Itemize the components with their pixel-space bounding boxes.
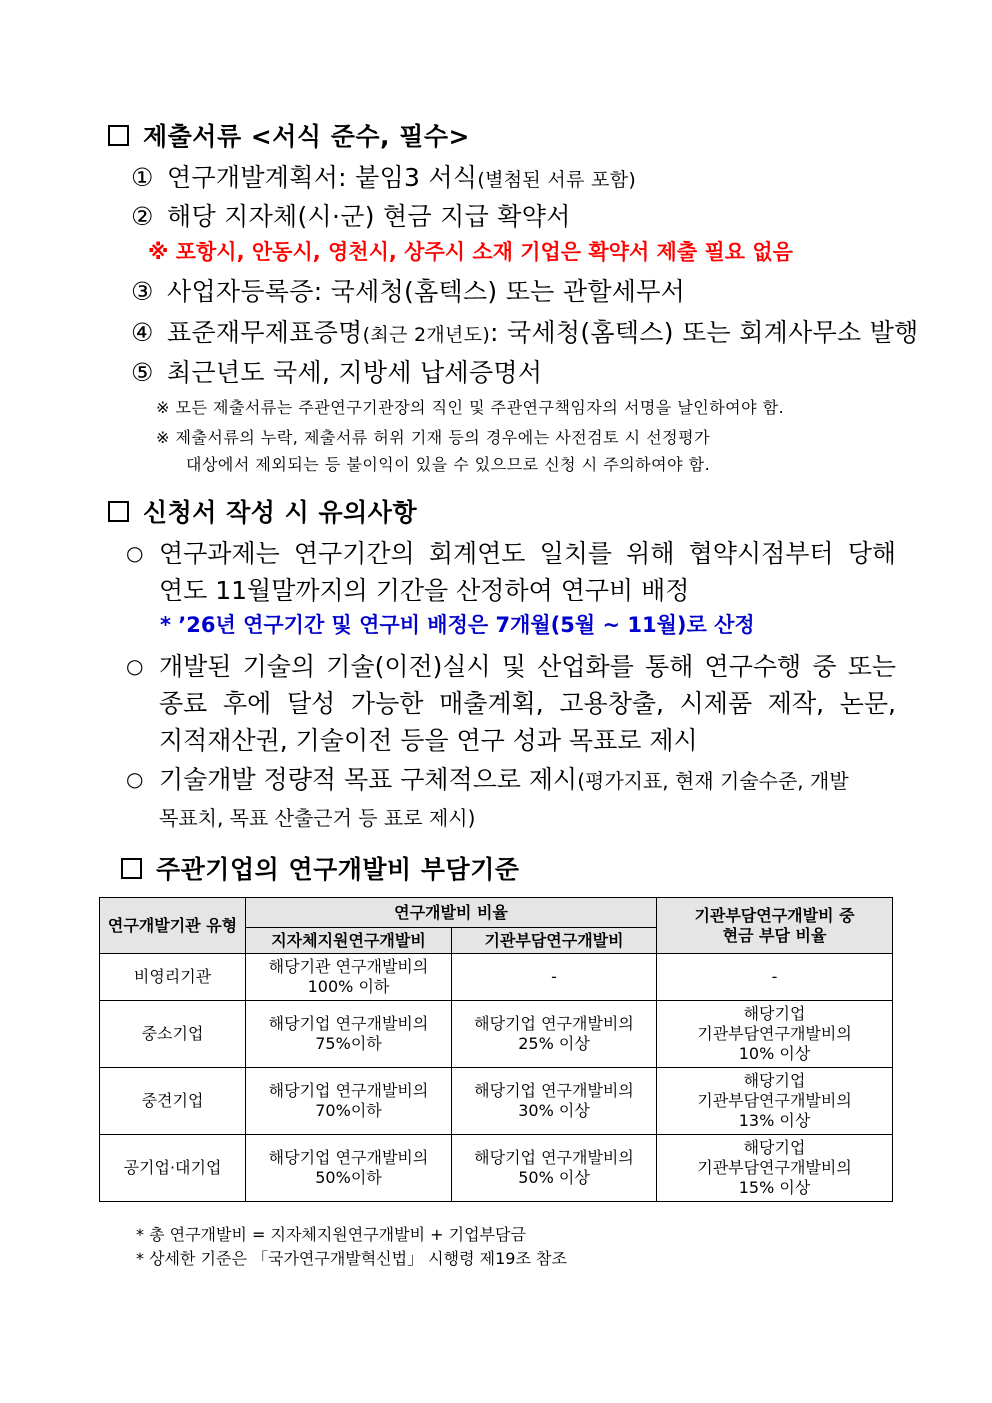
section2-heading bbox=[108, 493, 417, 529]
table-row: 비영리기관 해당기관 연구개발비의 100% 이하 - - bbox=[100, 954, 893, 1001]
checkbox-square-icon bbox=[108, 501, 129, 522]
checkbox-square-icon bbox=[108, 125, 129, 146]
red-note: ※ 포항시, 안동시, 영천시, 상주시 소재 기업은 확약서 제출 필요 없음 bbox=[148, 240, 793, 264]
submission-item-5: ⑤ 최근년도 국세, 지방세 납세증명서 bbox=[131, 358, 543, 387]
section1-title: 제출서류 <서식 준수, 필수> bbox=[143, 122, 471, 151]
blue-note: * ’26년 연구기간 및 연구비 배정은 7개월(5월 ~ 11월)로 산정 bbox=[160, 613, 755, 637]
section3-title: 주관기업의 연구개발비 부담기준 bbox=[156, 855, 520, 884]
table-row: 중견기업 해당기업 연구개발비의 70%이하 해당기업 연구개발비의 30% 이상 해당기업 기관부담연구개발비의 13% 이상 bbox=[100, 1068, 893, 1135]
section1-heading bbox=[108, 117, 470, 153]
cost-ratio-table bbox=[99, 897, 893, 1202]
submission-item-1: ① 연구개발계획서: 붙임3 서식(별첨된 서류 포함) bbox=[131, 163, 637, 192]
checkbox-square-icon bbox=[121, 858, 142, 879]
note-line: ※ 모든 제출서류는 주관연구기관장의 직인 및 주관연구책임자의 서명을 날인하여야 함. bbox=[156, 398, 785, 417]
header-cash-ratio: 기관부담연구개발비 중 현금 부담 비율 bbox=[657, 898, 893, 954]
header-type: 연구개발기관 유형 bbox=[100, 898, 246, 954]
bullet-item-2: ○ 개발된 기술의 기술(이전)실시 및 산업화를 통해 연구수행 중 또는 종료 후에 달성 가능한 매출계획, 고용창출, 시제품 제작, 논문, 지적재산권, 기술이전 등을 연구 성과 목표로 제시 bbox=[126, 648, 896, 759]
header-local-cost: 지자체지원연구개발비 bbox=[246, 928, 452, 954]
submission-item-4: ④ 표준재무제표증명(최근 2개년도): 국세청(홈텍스) 또는 회계사무소 발행 bbox=[131, 318, 919, 347]
header-ratio: 연구개발비 비율 bbox=[246, 898, 657, 928]
circle-bullet-icon: ○ bbox=[126, 767, 144, 791]
table-row: 공기업·대기업 해당기업 연구개발비의 50%이하 해당기업 연구개발비의 50% 이상 해당기업 기관부담연구개발비의 15% 이상 bbox=[100, 1135, 893, 1202]
note-line: ※ 제출서류의 누락, 제출서류 허위 기재 등의 경우에는 사전검토 시 선정평가 bbox=[156, 428, 711, 447]
table-row: 중소기업 해당기업 연구개발비의 75%이하 해당기업 연구개발비의 25% 이상 해당기업 기관부담연구개발비의 10% 이상 bbox=[100, 1001, 893, 1068]
circle-bullet-icon: ○ bbox=[126, 654, 144, 678]
header-inst-cost: 기관부담연구개발비 bbox=[452, 928, 657, 954]
submission-item-2: ② 해당 지자체(시·군) 현금 지급 확약서 bbox=[131, 202, 571, 231]
bullet-item-3: ○ 기술개발 정량적 목표 구체적으로 제시(평가지표, 현재 기술수준, 개발 목표치, 목표 산출근거 등 표로 제시) bbox=[126, 761, 896, 837]
footnote: * 총 연구개발비 = 지자체지원연구개발비 + 기업부담금 bbox=[136, 1225, 526, 1244]
section2-title: 신청서 작성 시 유의사항 bbox=[143, 498, 418, 527]
submission-item-3: ③ 사업자등록증: 국세청(홈텍스) 또는 관할세무서 bbox=[131, 277, 686, 306]
section3-heading bbox=[121, 850, 520, 886]
note-line: 대상에서 제외되는 등 불이익이 있을 수 있으므로 신청 시 주의하여야 함. bbox=[186, 455, 711, 474]
bullet-item-1: ○ 연구과제는 연구기간의 회계연도 일치를 위해 협약시점부터 당해 연도 11월말까지의 기간을 산정하여 연구비 배정 bbox=[126, 535, 896, 609]
footnote: * 상세한 기준은 「국가연구개발혁신법」 시행령 제19조 참조 bbox=[136, 1249, 567, 1268]
circle-bullet-icon: ○ bbox=[126, 541, 144, 565]
